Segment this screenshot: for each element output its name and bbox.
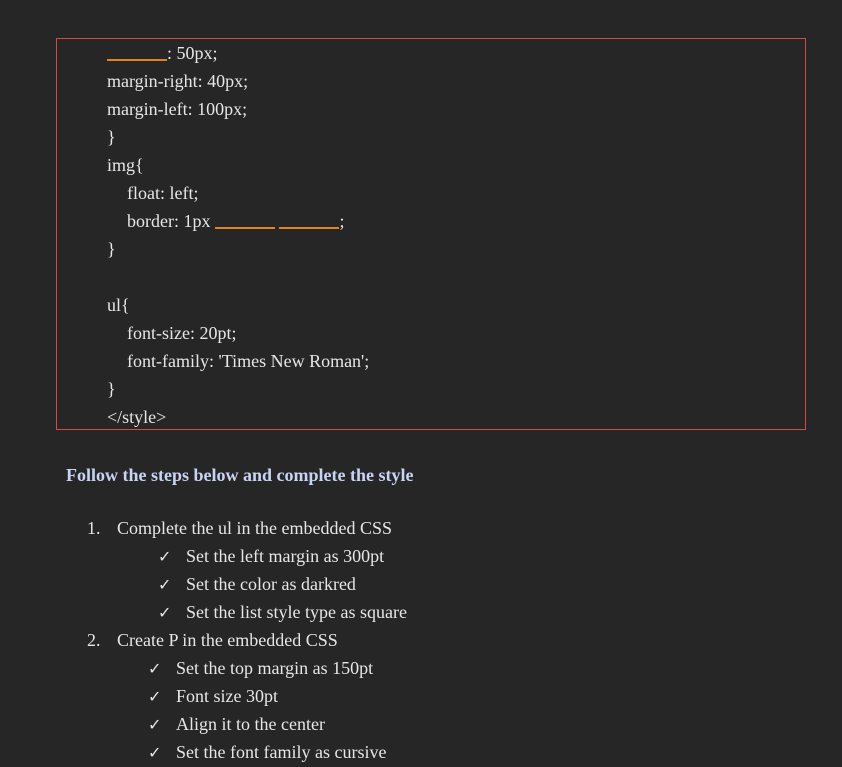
code-line-2: margin-right: 40px; [107, 71, 249, 91]
code-line-3: margin-left: 100px; [107, 99, 248, 119]
check-icon: ✓ [148, 715, 162, 734]
list-item: ✓ Set the color as darkred [158, 570, 356, 599]
code-line-4: } [107, 127, 116, 147]
step-text: Complete the ul in the embedded CSS [117, 518, 392, 538]
list-item: ✓ Align it to the center [148, 710, 325, 739]
step-number: 2. [87, 630, 101, 650]
list-item: ✓ Set the left margin as 300pt [158, 542, 384, 571]
check-icon: ✓ [158, 547, 172, 566]
list-item: ✓ Set the list style type as square [158, 598, 407, 627]
code-line-9: ul{ [107, 295, 130, 315]
step-1 [87, 514, 392, 542]
step-number: 1. [87, 518, 101, 538]
fill-in-blank[interactable] [279, 209, 339, 229]
list-item: ✓ Set the top margin as 150pt [148, 654, 373, 683]
code-line-5: img{ [107, 155, 144, 175]
code-line-7: border: 1px ; [127, 211, 345, 231]
fill-in-blank[interactable] [215, 209, 275, 229]
check-icon: ✓ [148, 743, 162, 762]
fill-in-blank[interactable] [107, 41, 167, 61]
code-line-12: } [107, 379, 116, 399]
code-line-11: font-family: 'Times New Roman'; [127, 351, 370, 371]
check-icon: ✓ [158, 603, 172, 622]
code-line-8: } [107, 239, 116, 259]
step-2 [87, 626, 338, 654]
code-line-13: </style> [107, 407, 167, 427]
check-icon: ✓ [148, 687, 162, 706]
check-icon: ✓ [158, 575, 172, 594]
code-line-10: font-size: 20pt; [127, 323, 237, 343]
check-icon: ✓ [148, 659, 162, 678]
step-text: Create P in the embedded CSS [117, 630, 338, 650]
list-item: ✓ Font size 30pt [148, 682, 278, 711]
list-item: ✓ Set the font family as cursive [148, 738, 386, 767]
code-snippet-box [56, 38, 806, 430]
code-line-6: float: left; [127, 183, 199, 203]
code-line-1: : 50px; [107, 39, 218, 67]
instructions-heading: Follow the steps below and complete the style [66, 465, 414, 485]
